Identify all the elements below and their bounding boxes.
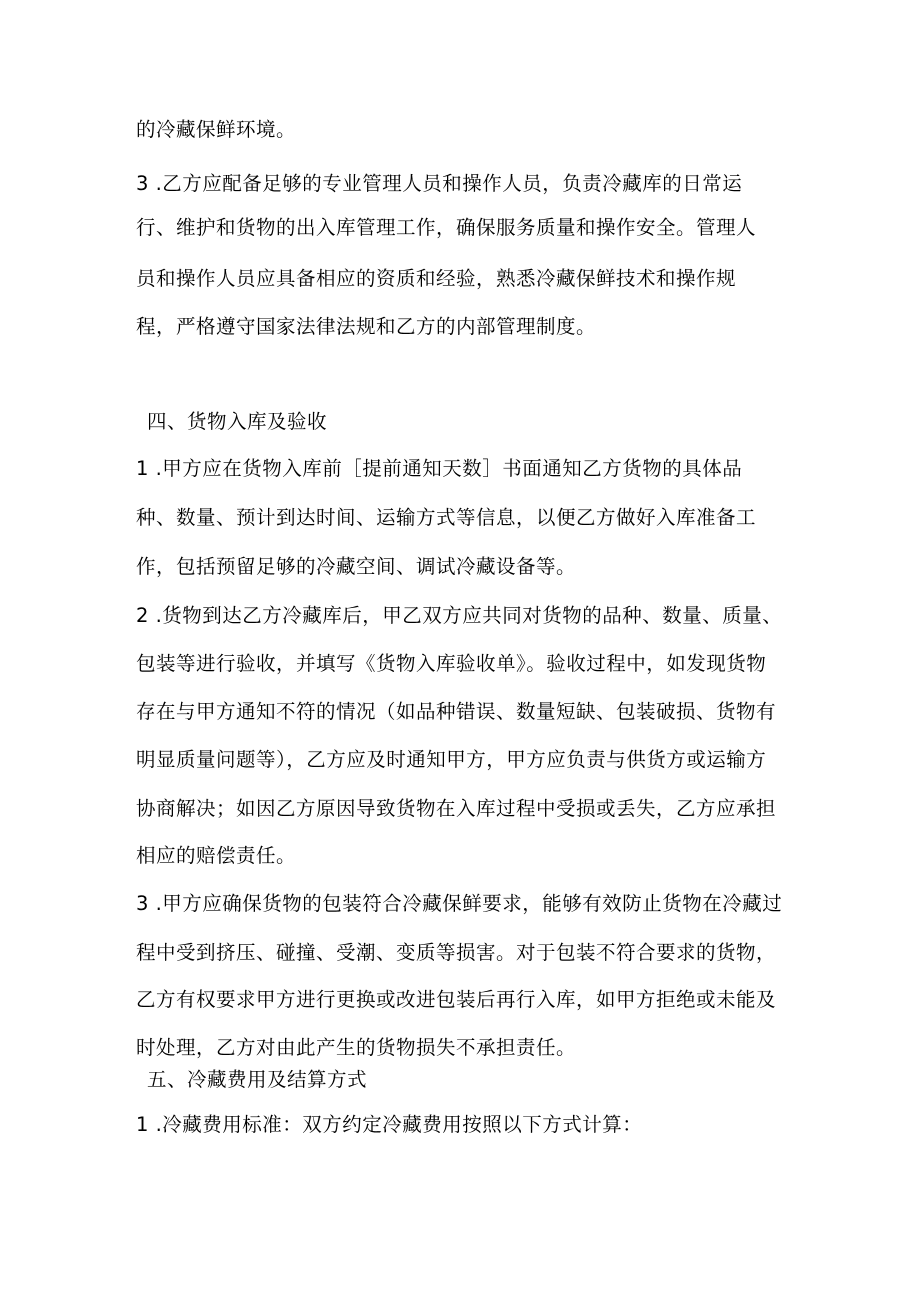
- section-heading-5: 五、冷藏费用及结算方式: [147, 1068, 368, 1091]
- paragraph-line: 的冷藏保鲜环境。: [136, 118, 297, 141]
- section-4-clause-3-line-4: 时处理，乙方对由此产生的货物损失不承担责任。: [136, 1036, 577, 1059]
- section-4-clause-2-line-6: 相应的赔偿责任。: [136, 844, 297, 867]
- clause-3-line-4: 程，严格遵守国家法律法规和乙方的内部管理制度。: [136, 315, 597, 338]
- clause-3-line-3: 员和操作人员应具备相应的资质和经验，熟悉冷藏保鲜技术和操作规: [136, 267, 737, 290]
- section-heading-4: 四、货物入库及验收: [147, 410, 328, 433]
- section-4-clause-3-line-1: 3 .甲方应确保货物的包装符合冷藏保鲜要求，能够有效防止货物在冷藏过: [136, 892, 783, 915]
- section-4-clause-1-line-2: 种、数量、预计到达时间、运输方式等信息，以便乙方做好入库准备工: [136, 506, 757, 529]
- section-4-clause-3-line-3: 乙方有权要求甲方进行更换或改进包装后再行入库，如甲方拒绝或未能及: [136, 988, 777, 1011]
- section-4-clause-2-line-1: 2 .货物到达乙方冷藏库后，甲乙双方应共同对货物的品种、数量、质量、: [136, 604, 783, 627]
- section-4-clause-2-line-3: 存在与甲方通知不符的情况（如品种错误、数量短缺、包装破损、货物有: [136, 700, 777, 723]
- section-4-clause-2-line-4: 明显质量问题等），乙方应及时通知甲方，甲方应负责与供货方或运输方: [136, 748, 767, 771]
- section-5-clause-1-line-1: 1 .冷藏费用标准：双方约定冷藏费用按照以下方式计算：: [136, 1113, 643, 1136]
- clause-3-line-1: 3 .乙方应配备足够的专业管理人员和操作人员，负责冷藏库的日常运: [136, 172, 743, 195]
- section-4-clause-1-line-1: 1 .甲方应在货物入库前［提前通知天数］书面通知乙方货物的具体品: [136, 457, 743, 480]
- section-4-clause-2-line-2: 包装等进行验收，并填写《货物入库验收单》。验收过程中，如发现货物: [136, 652, 767, 675]
- section-4-clause-2-line-5: 协商解决；如因乙方原因导致货物在入库过程中受损或丢失，乙方应承担: [136, 797, 777, 820]
- section-4-clause-1-line-3: 作，包括预留足够的冷藏空间、调试冷藏设备等。: [136, 555, 577, 578]
- clause-3-line-2: 行、维护和货物的出入库管理工作，确保服务质量和操作安全。管理人: [136, 216, 757, 239]
- section-4-clause-3-line-2: 程中受到挤压、碰撞、受潮、变质等损害。对于包装不符合要求的货物，: [136, 941, 777, 964]
